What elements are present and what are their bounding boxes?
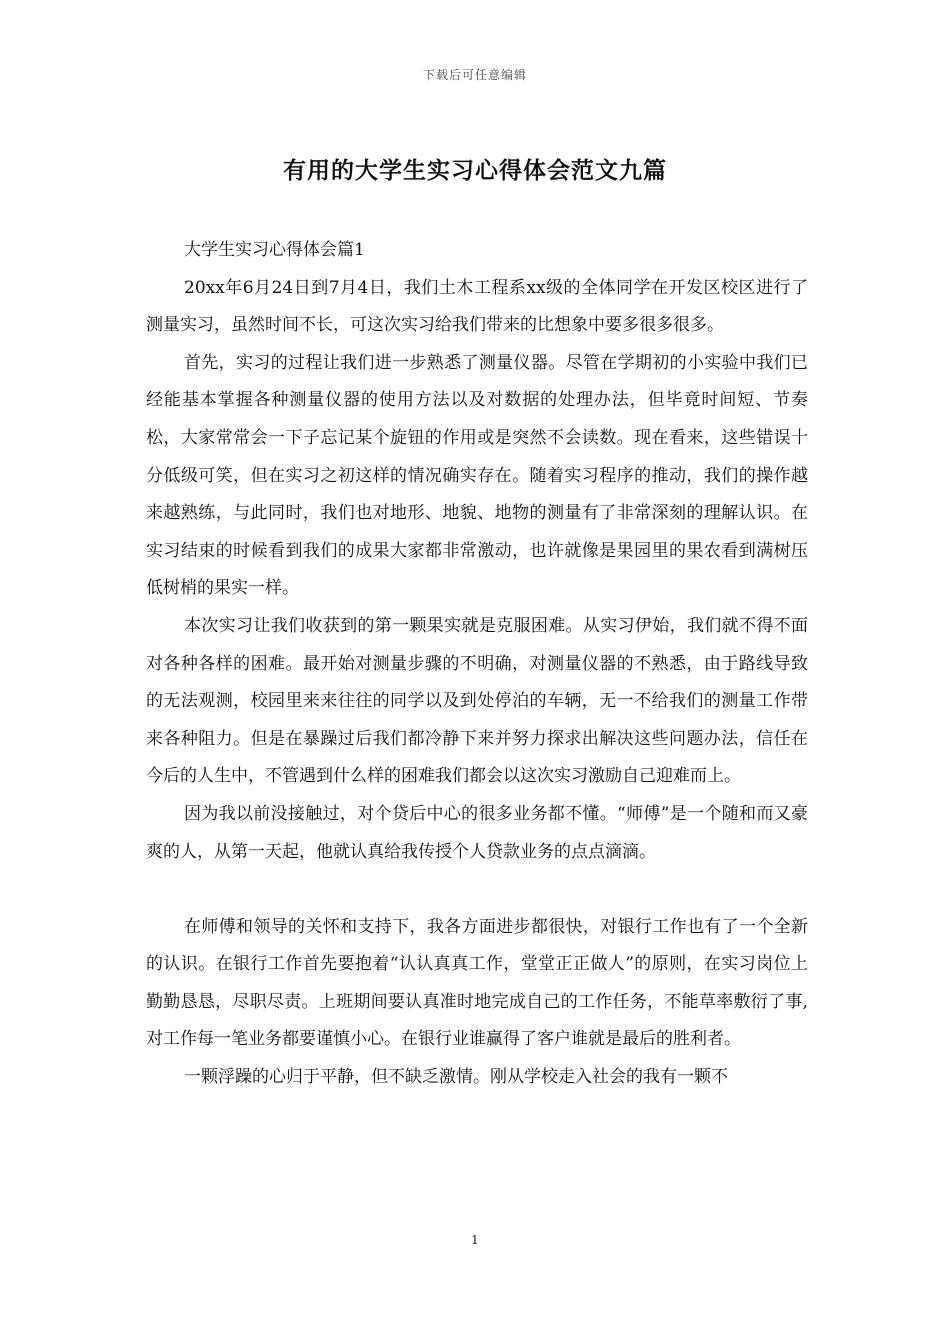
document-title: 有用的大学生实习心得体会范文九篇 <box>283 157 667 184</box>
section-heading: 大学生实习心得体会篇1 <box>184 240 365 260</box>
paragraph: 本次实习让我们收获到的第一颗果实就是克服困难。从实习伊始，我们就不得不面对各种各样的困难。最开始对测量步骤的不明确，对测量仪器的不熟悉，由于路线导致的无法观测，校园里来来往往的同学以及到处停泊的车辆，无一不给我们的测量工作带来各种阻力。但是在暴躁过后我们都冷静下来并努力探求出解决这些问题办法，信任在今后的人生中，不管遇到什么样的困难我们都会以这次实习激励自己迎难而上。 <box>146 615 808 787</box>
paragraph: 首先，实习的过程让我们进一步熟悉了测量仪器。尽管在学期初的小实验中我们已经能基本掌握各种测量仪器的使用方法以及对数据的处理办法，但毕竟时间短、节奏松，大家常常会一下子忘记某个旋钮的作用或是突然不会读数。现在看来，这些错误十分低级可笑，但在实习之初这样的情况确实存在。随着实习程序的推动，我们的操作越来越熟练，与此同时，我们也对地形、地貌、地物的测量有了非常深刻的理解认识。在实习结束的时候看到我们的成果大家都非常激动，也许就像是果园里的果农看到满树压低树梢的果实一样。 <box>146 352 808 599</box>
page-number: 1 <box>471 1233 479 1247</box>
paragraph: 在师傅和领导的关怀和支持下，我各方面进步都很快，对银行工作也有了一个全新的认识。在银行工作首先要抱着“认认真真工作，堂堂正正做人”的原则，在实习岗位上勤勤恳恳，尽职尽责。上班期间要认真准时地完成自己的工作任务，不能草率敷衍了事,对工作每一笔业务都要谨慎小心。在银行业谁赢得了客户谁就是最后的胜利者。 <box>146 916 808 1050</box>
paragraph: 一颗浮躁的心归于平静，但不缺乏激情。刚从学校走入社会的我有一颗不 <box>184 1067 728 1088</box>
document-body <box>146 232 808 1097</box>
header-note: 下载后可任意编辑 <box>422 68 527 82</box>
paragraph: 20xx年6月24日到7月4日，我们土木工程系xx级的全体同学在开发区校区进行了测量实习，虽然时间不长，可这次实习给我们带来的比想象中要多很多很多。 <box>146 277 808 336</box>
blank-line <box>146 871 808 909</box>
paragraph: 因为我以前没接触过，对个贷后中心的很多业务都不懂。“师傅”是一个随和而又豪爽的人，从第一天起，他就认真给我传授个人贷款业务的点点滴滴。 <box>146 803 808 862</box>
